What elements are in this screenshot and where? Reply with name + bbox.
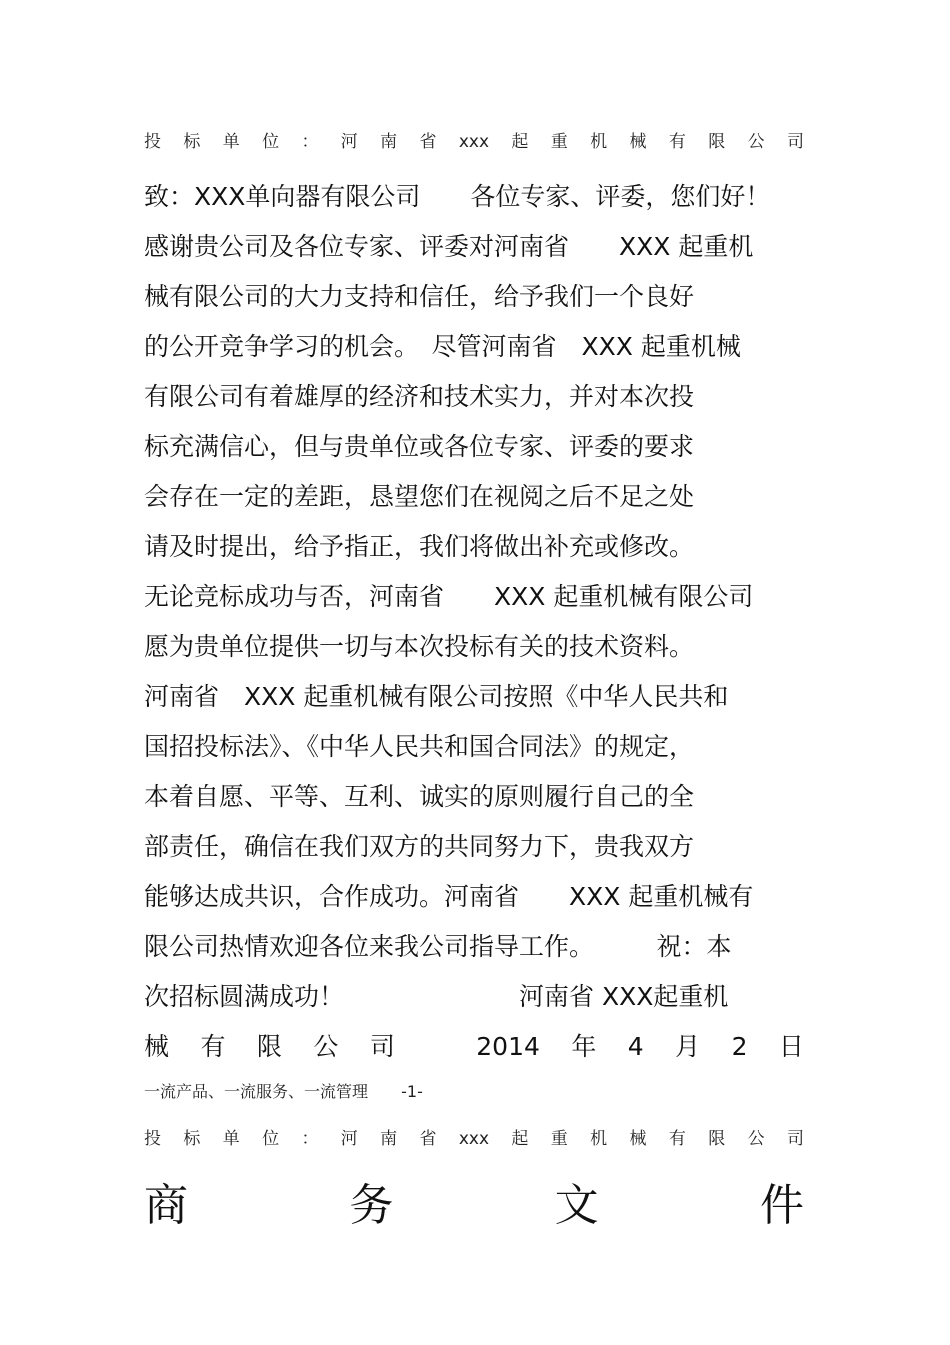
date-part: 2 xyxy=(731,1032,748,1061)
date-part: 年 xyxy=(571,1032,597,1061)
date-part: 4 xyxy=(627,1032,644,1061)
header-char: 位 xyxy=(262,132,280,152)
date-part: 2014 xyxy=(476,1032,540,1061)
header-char: 南 xyxy=(380,132,398,152)
letter-line: 本着自愿、平等、互利、诚实的原则履行自己的全 xyxy=(144,782,695,811)
letter-line: 国招投标法》、《中华人民共和国合同法》的规定， xyxy=(144,732,695,761)
page-header-top xyxy=(144,131,804,153)
header-char: 有 xyxy=(668,132,686,152)
header-char: 河 xyxy=(340,1129,358,1149)
header-char: 司 xyxy=(786,1129,804,1149)
date-part: 械 xyxy=(144,1032,170,1061)
header-char: 司 xyxy=(786,132,804,152)
header-char: 机 xyxy=(590,1129,608,1149)
title-char: 文 xyxy=(554,1180,599,1231)
letter-line: 感谢贵公司及各位专家、评委对河南省 XXX 起重机 xyxy=(144,232,754,261)
header-char: 公 xyxy=(747,132,765,152)
header-char: 省 xyxy=(419,132,437,152)
date-part: 公 xyxy=(313,1032,339,1061)
header-char: 单 xyxy=(222,132,240,152)
signature-date-line xyxy=(144,1022,804,1072)
letter-line: 械有限公司的大力支持和信任，给予我们一个良好 xyxy=(144,282,695,311)
letter-line: 能够达成共识，合作成功。河南省 XXX 起重机械有 xyxy=(144,882,754,911)
header-char: 有 xyxy=(668,1129,686,1149)
page-header-second xyxy=(144,1128,804,1150)
letter-line: 有限公司有着雄厚的经济和技术实力，并对本次投 xyxy=(144,382,695,411)
header-char: 省 xyxy=(419,1129,437,1149)
letter-line: 的公开竞争学习的机会。 尽管河南省 XXX 起重机械 xyxy=(144,332,741,361)
header-char: ： xyxy=(301,1129,319,1149)
header-char: ： xyxy=(301,132,319,152)
header-char: 限 xyxy=(708,132,726,152)
header-char: 机 xyxy=(590,132,608,152)
letter-line: 愿为贵单位提供一切与本次投标有关的技术资料。 xyxy=(144,632,695,661)
letter-line: 致：XXX单向器有限公司 各位专家、评委，您们好！ xyxy=(144,182,771,211)
letter-line: 请及时提出，给予指正，我们将做出补充或修改。 xyxy=(144,532,695,561)
section-title xyxy=(144,1178,804,1234)
title-char: 务 xyxy=(349,1180,394,1231)
letter-line: 会存在一定的差距，恳望您们在视阅之后不足之处 xyxy=(144,482,695,511)
letter-line: 标充满信心，但与贵单位或各位专家、评委的要求 xyxy=(144,432,695,461)
header-char: 位 xyxy=(262,1129,280,1149)
header-char: 河 xyxy=(340,132,358,152)
date-part: 月 xyxy=(675,1032,701,1061)
letter-line: 次招标圆满成功！ 河南省 XXX起重机 xyxy=(144,982,729,1011)
date-part: 限 xyxy=(256,1032,282,1061)
header-char: 南 xyxy=(380,1129,398,1149)
header-char: 投 xyxy=(144,1129,161,1149)
header-char: 械 xyxy=(629,1129,647,1149)
page-footer xyxy=(144,1080,423,1104)
title-char: 件 xyxy=(759,1180,804,1231)
date-part: 日 xyxy=(778,1032,804,1061)
header-char: 标 xyxy=(183,132,201,152)
letter-line: 限公司热情欢迎各位来我公司指导工作。 祝：本 xyxy=(144,932,732,961)
title-char: 商 xyxy=(144,1180,188,1231)
header-char: 重 xyxy=(550,1129,568,1149)
header-char: 公 xyxy=(747,1129,765,1149)
header-char: 投 xyxy=(144,132,161,152)
header-char: 重 xyxy=(550,132,568,152)
date-part: 有 xyxy=(200,1032,226,1061)
letter-line: 河南省 XXX 起重机械有限公司按照《中华人民共和 xyxy=(144,682,729,711)
header-char: 起 xyxy=(511,132,529,152)
header-char: 起 xyxy=(511,1129,529,1149)
page-number: -1- xyxy=(401,1082,423,1101)
letter-line: 无论竞标成功与否，河南省 XXX 起重机械有限公司 xyxy=(144,582,754,611)
header-char: 械 xyxy=(629,132,647,152)
letter-line: 部责任，确信在我们双方的共同努力下，贵我双方 xyxy=(144,832,695,861)
header-char: xxx xyxy=(458,132,490,152)
header-char: 单 xyxy=(222,1129,240,1149)
footer-slogan: 一流产品、一流服务、一流管理 xyxy=(144,1082,369,1101)
header-char: 限 xyxy=(708,1129,726,1149)
letter-body xyxy=(144,172,804,1072)
header-char: 标 xyxy=(183,1129,201,1149)
header-char: xxx xyxy=(458,1129,490,1149)
date-part: 司 xyxy=(369,1032,395,1061)
